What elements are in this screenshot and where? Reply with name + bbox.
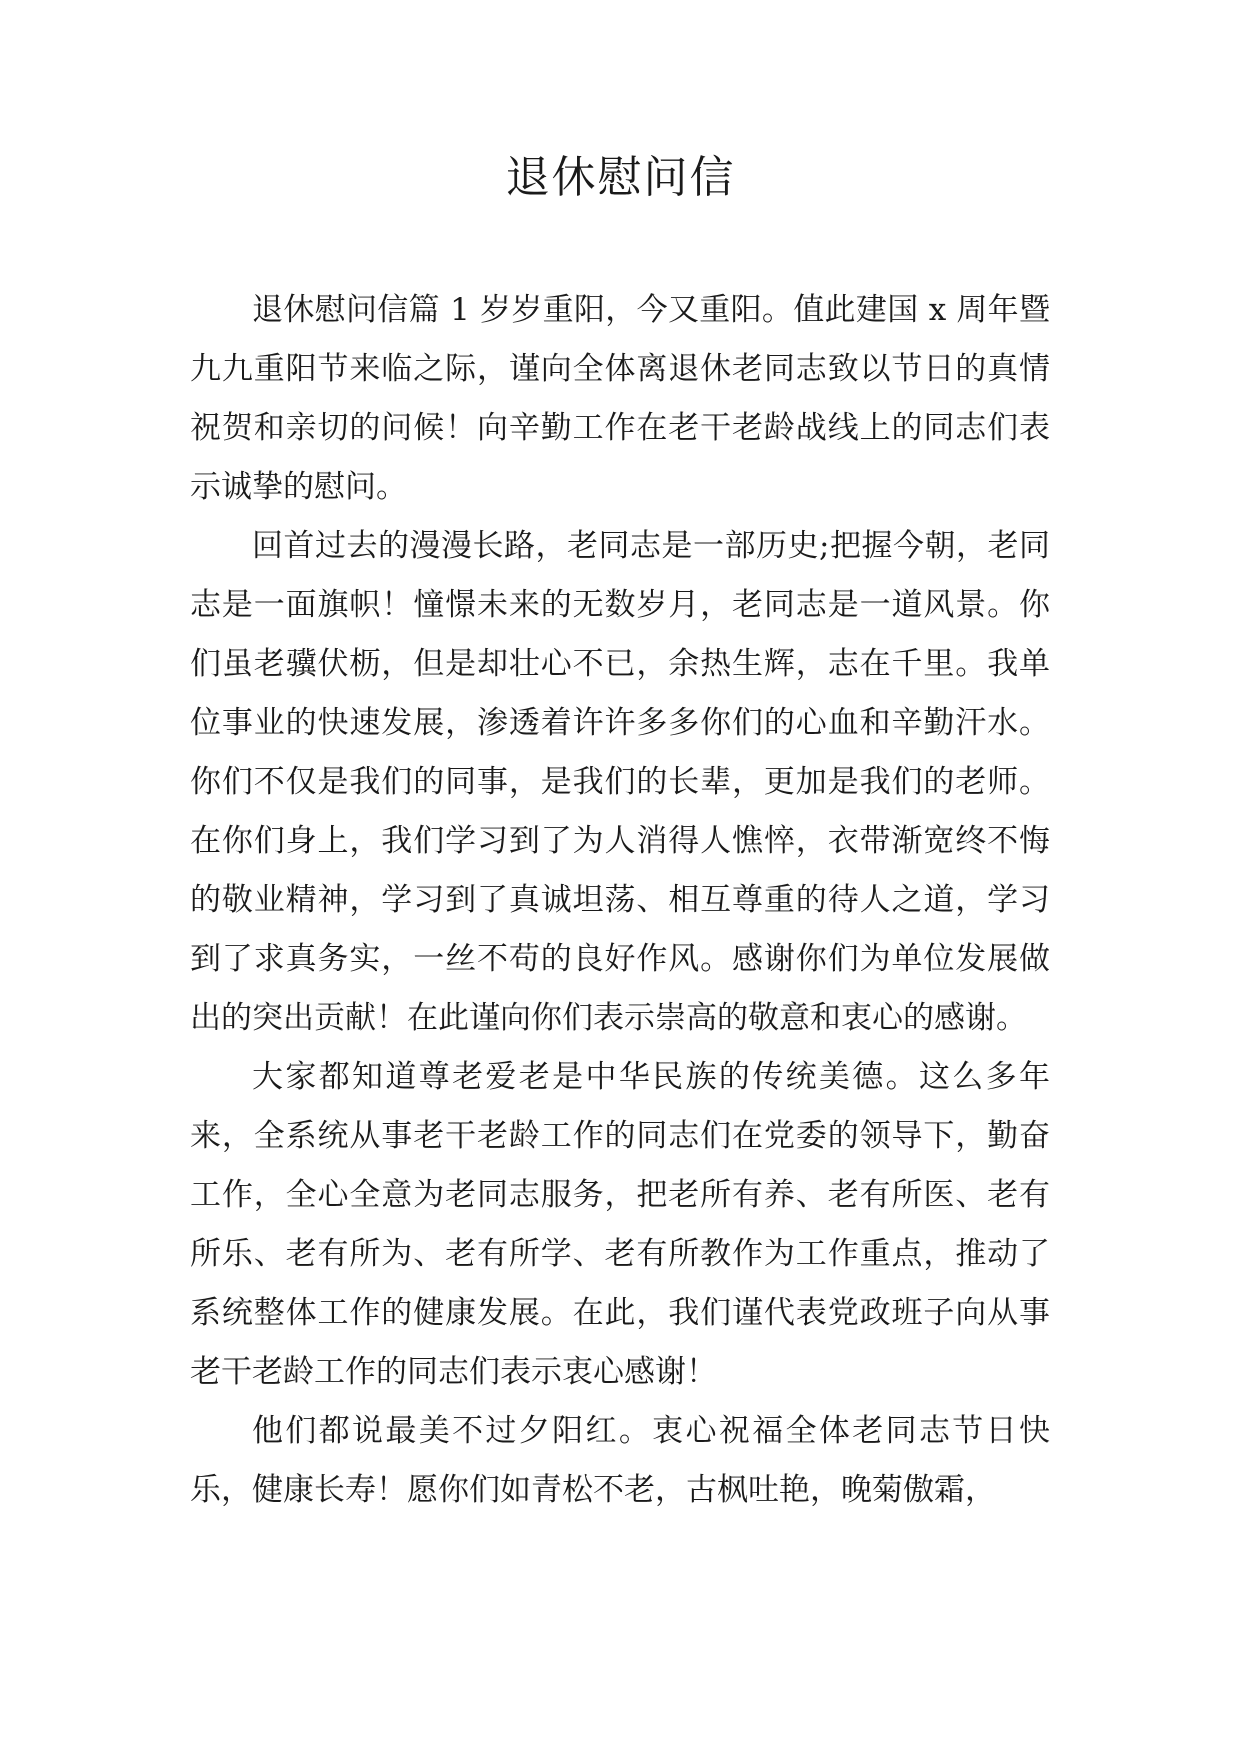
paragraph: 大家都知道尊老爱老是中华民族的传统美德。这么多年来，全系统从事老干老龄工作的同志们在党委的领导下，勤奋工作，全心全意为老同志服务，把老所有养、老有所医、老有所乐、老有所为、老有所学、老有所教作为工作重点，推动了系统整体工作的健康发展。在此，我们谨代表党政班子向从事老干老龄工作的同志们表示衷心感谢！ [190,1059,1050,1390]
paragraph: 回首过去的漫漫长路，老同志是一部历史;把握今朝，老同志是一面旗帜！憧憬未来的无数岁月，老同志是一道风景。你们虽老骥伏枥，但是却壮心不已，余热生辉，志在千里。我单位事业的快速发展，渗透着许许多多你们的心血和辛勤汗水。你们不仅是我们的同事，是我们的长辈，更加是我们的老师。在你们身上，我们学习到了为人消得人憔悴，衣带渐宽终不悔的敬业精神，学习到了真诚坦荡、相互尊重的待人之道，学习到了求真务实，一丝不苟的良好作风。感谢你们为单位发展做出的突出贡献！在此谨向你们表示崇高的敬意和衷心的感谢。 [190,528,1050,1036]
document-title: 退休慰问信 [505,152,736,203]
letter-body [190,281,1050,1520]
paragraph: 退休慰问信篇 1 岁岁重阳，今又重阳。值此建国 x 周年暨九九重阳节来临之际，谨向全体离退休老同志致以节日的真情祝贺和亲切的问候！向辛勤工作在老干老龄战线上的同志们表示诚挚的慰问。 [190,292,1050,505]
paragraph: 他们都说最美不过夕阳红。衷心祝福全体老同志节日快乐，健康长寿！愿你们如青松不老，古枫吐艳，晚菊傲霜， [190,1413,1050,1508]
